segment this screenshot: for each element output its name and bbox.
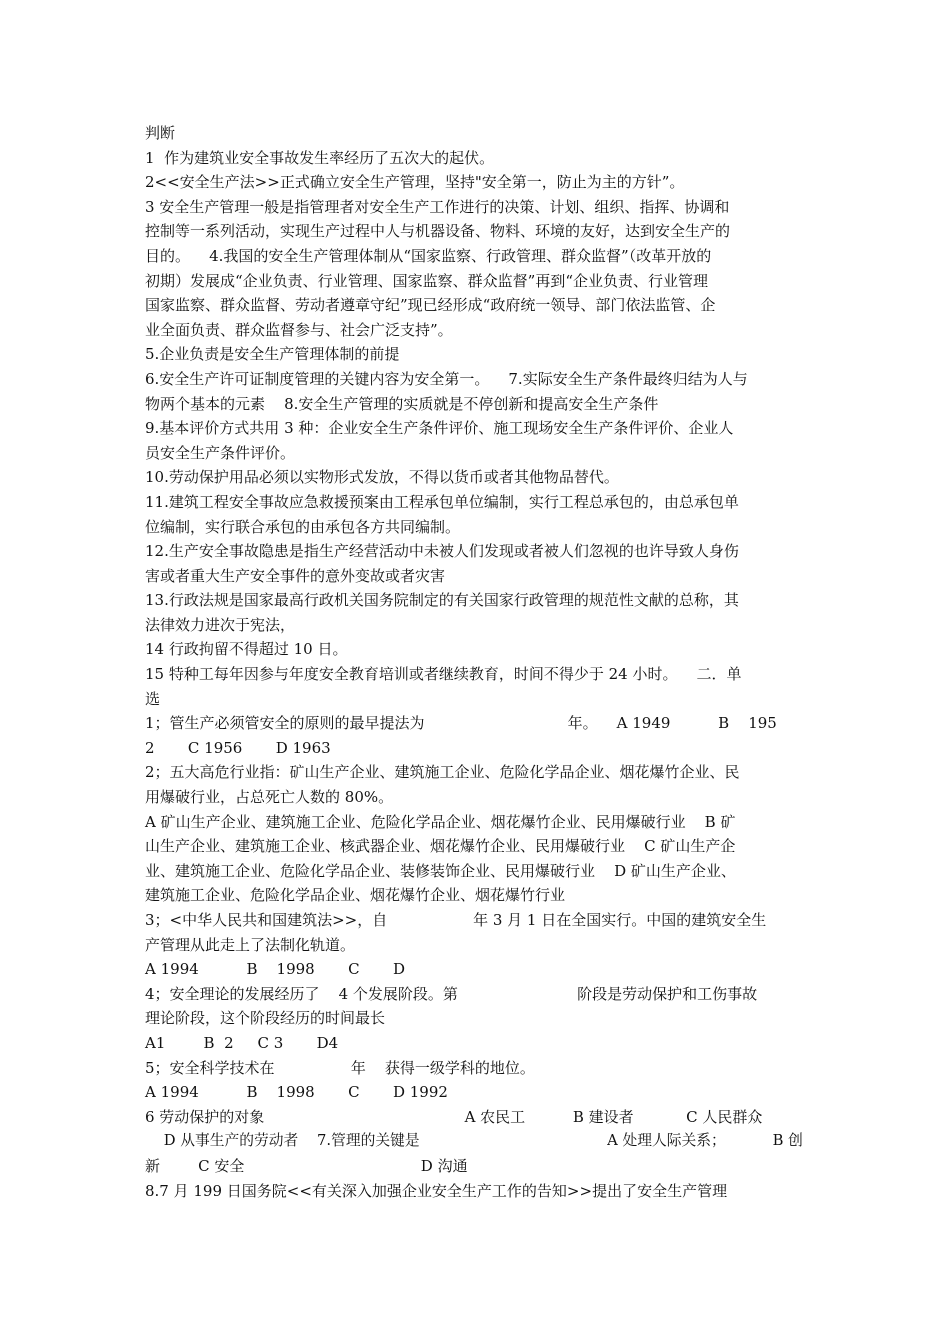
text-line: 员安全生产条件评价。	[145, 443, 296, 462]
text-line: 3；<中华人民共和国建筑法>>，自 年 3 月 1 日在全国实行。中国的建筑安全生	[145, 911, 767, 929]
text-line: 10.劳动保护用品必须以实物形式发放，不得以货币或者其他物品替代。	[145, 468, 619, 487]
text-line: 法律效力进次于宪法，	[145, 615, 296, 634]
text-line: 初期）发展成“企业负责、行业管理、国家监察、群众监督”再到“企业负责、行业管理	[145, 271, 709, 290]
text-line: 位编制，实行联合承包的由承包各方共同编制。	[145, 517, 461, 536]
text-line: 物两个基本的元素 8.安全生产管理的实质就是不停创新和提高安全生产条件	[145, 394, 659, 413]
text-line: 2；五大高危行业指：矿山生产企业、建筑施工企业、危险化学品企业、烟花爆竹企业、民	[145, 763, 740, 782]
text-line: 4；安全理论的发展经历了 4 个发展阶段。第 阶段是劳动保护和工伤事故	[145, 984, 758, 1003]
text-line: 国家监察、群众监督、劳动者遵章守纪”现已经形成“政府统一领导、部门依法监管、企	[145, 296, 716, 315]
text-line: 3 安全生产管理一般是指管理者对安全生产工作进行的决策、计划、组织、指挥、协调和	[145, 197, 730, 216]
text-line: 6 劳动保护的对象 A 农民工 B 建设者 C 人民群众	[145, 1107, 763, 1126]
text-line: 12.生产安全事故隐患是指生产经营活动中未被人们发现或者被人们忽视的也许导致人身伤	[145, 542, 739, 561]
text-line: 9.基本评价方式共用 3 种：企业安全生产条件评价、施工现场安全生产条件评价、企业人	[145, 419, 734, 438]
text-line: 控制等一系列活动，实现生产过程中人与机器设备、物料、环境的友好，达到安全生产的	[145, 222, 731, 241]
text-line: 14 行政拘留不得超过 10 日。	[145, 640, 348, 659]
text-line: 6.安全生产许可证制度管理的关键内容为安全第一。 7.实际安全生产条件最终归结为人与	[145, 369, 748, 388]
text-line: 产管理从此走上了法制化轨道。	[145, 935, 356, 954]
text-line: 害或者重大生产安全事件的意外变故或者灾害	[145, 566, 446, 585]
text-line: D 从事生产的劳动者 7.管理的关键是 A 处理人际关系； B 创	[145, 1132, 803, 1150]
text-line: 2<<安全生产法>>正式确立安全生产管理，坚持"安全第一，防止为主的方针”。	[145, 173, 685, 192]
text-line: 用爆破行业，占总死亡人数的 80%。	[145, 788, 394, 807]
text-line: 业、建筑施工企业、危险化学品企业、装修装饰企业、民用爆破行业 D 矿山生产企业、	[145, 861, 736, 880]
document-page	[145, 121, 808, 1203]
text-line: A 矿山生产企业、建筑施工企业、危险化学品企业、烟花爆竹企业、民用爆破行业 B 矿	[145, 812, 736, 831]
text-line: 理论阶段，这个阶段经历的时间最长	[145, 1009, 386, 1028]
text-line: 选	[145, 689, 161, 708]
text-line: 8.7 月 199 日国务院<<有关深入加强企业安全生产工作的告知>>提出了安全生产管理	[145, 1181, 728, 1200]
text-line: 5；安全科学技术在 年 获得一级学科的地位。	[145, 1058, 535, 1077]
text-line: 建筑施工企业、危险化学品企业、烟花爆竹企业、烟花爆竹行业	[145, 886, 566, 905]
text-line: 1 作为建筑业安全事故发生率经历了五次大的起伏。	[145, 148, 495, 167]
text-line: 15 特种工每年因参与年度安全教育培训或者继续教育，时间不得少于 24 小时。 二．单	[145, 665, 742, 684]
text-line: 11.建筑工程安全事故应急救援预案由工程承包单位编制，实行工程总承包的，由总承包单	[145, 492, 739, 511]
text-line: A 1994 B 1998 C D 1992	[145, 1083, 448, 1102]
text-line: 2 C 1956 D 1963	[145, 738, 331, 757]
text-line: 13.行政法规是国家最高行政机关国务院制定的有关国家行政管理的规范性文献的总称，其	[145, 591, 739, 610]
text-line: 1；管生产必须管安全的原则的最早提法为 年。 A 1949 B 195	[145, 714, 777, 733]
text-line: 目的。 4.我国的安全生产管理体制从“国家监察、行政管理、群众监督”（改革开放的	[145, 246, 712, 265]
section-heading-judgement: 判断	[145, 124, 176, 142]
text-line: 业全面负责、群众监督参与、社会广泛支持”。	[145, 320, 453, 339]
text-line: A 1994 B 1998 C D	[145, 960, 405, 979]
text-line: 新 C 安全 D 沟通	[145, 1156, 468, 1175]
text-line: A1 B 2 C 3 D4	[145, 1033, 339, 1052]
text-line: 5.企业负责是安全生产管理体制的前提	[145, 345, 400, 364]
text-line: 山生产企业、建筑施工企业、核武器企业、烟花爆竹企业、民用爆破行业 C 矿山生产企	[145, 837, 736, 856]
